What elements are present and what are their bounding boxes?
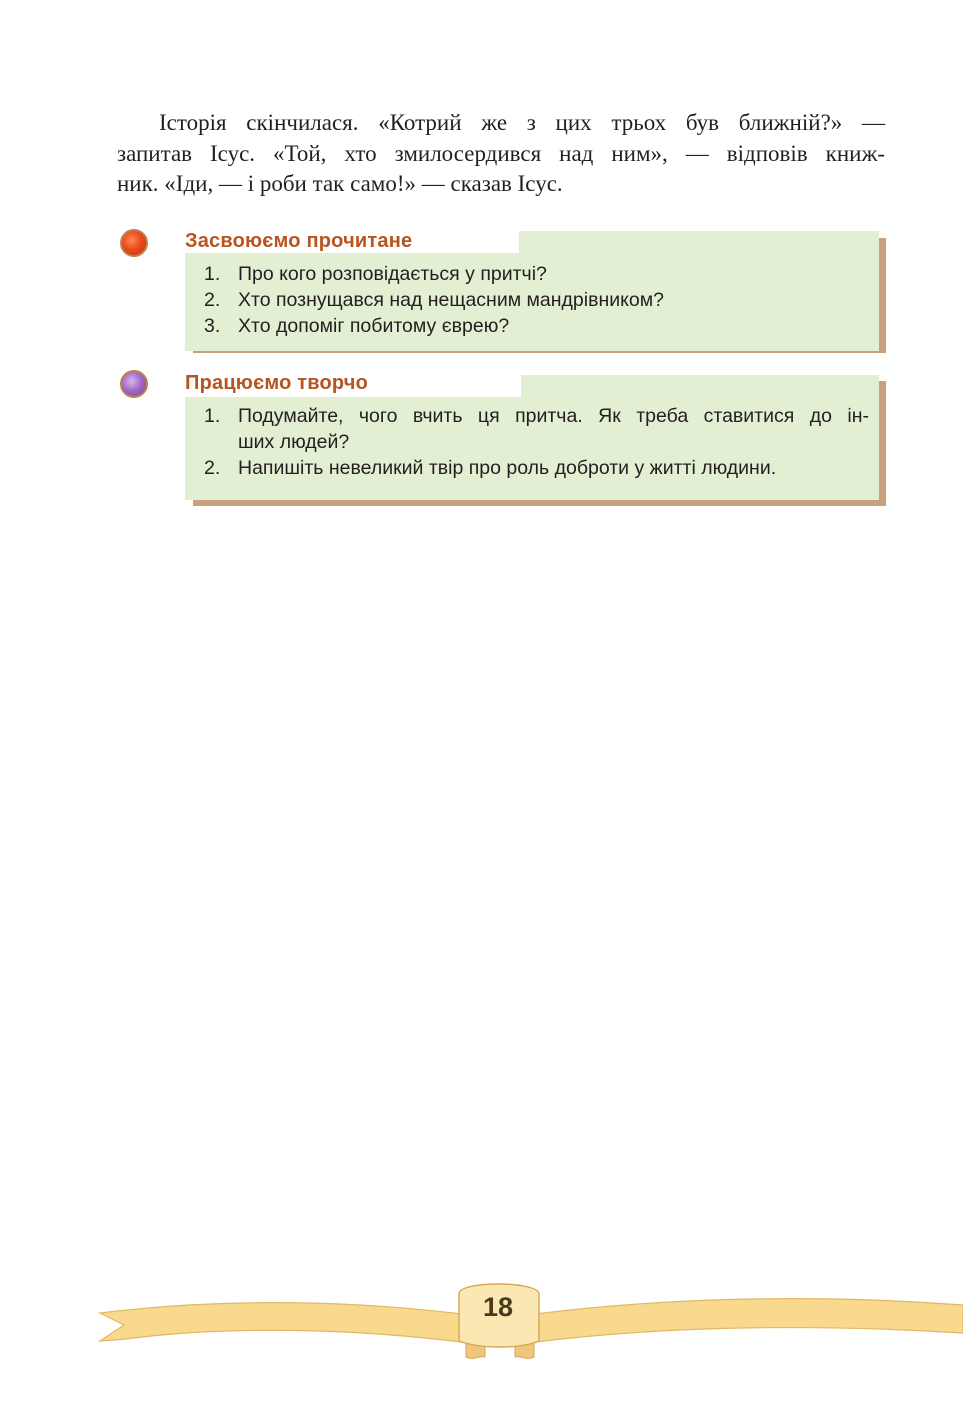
list-item: 3. Хто допоміг побитому єврею? xyxy=(204,315,510,337)
story-paragraph xyxy=(117,108,885,200)
tasks-list xyxy=(185,403,869,481)
ribbon-right xyxy=(528,1299,963,1343)
page-number: 18 xyxy=(482,1292,514,1322)
paragraph-line-1: Історія скінчилася. «Котрий же з цих трьох був ближній?» — xyxy=(159,110,885,135)
violet-bullet-icon xyxy=(120,370,148,398)
questions-list xyxy=(185,261,865,339)
section-heading: Працюємо творчо xyxy=(185,372,369,394)
list-item: 2. Напишіть невеликий твір про роль доброти у житті людини. xyxy=(204,457,777,479)
section-heading: Засвоюємо прочитане xyxy=(185,230,413,252)
page-ribbon xyxy=(0,1275,963,1375)
paragraph-line-2: запитав Ісус. «Той, хто змилосердився над ним», — відповів книж- xyxy=(117,140,885,166)
list-item: 1. Про кого розповідається у притчі? xyxy=(204,263,547,285)
list-item: 2. Хто познущався над нещасним мандрівником? xyxy=(204,289,664,311)
paragraph-line-3: ник. «Іди, — і роби так само!» — сказав Ісус. xyxy=(117,171,563,196)
list-item: 1. Подумайте, чого вчить ця притча. Як треба ставитися до ін- ших людей? xyxy=(204,405,869,453)
ribbon-left xyxy=(100,1303,470,1343)
red-bullet-icon xyxy=(120,229,148,257)
